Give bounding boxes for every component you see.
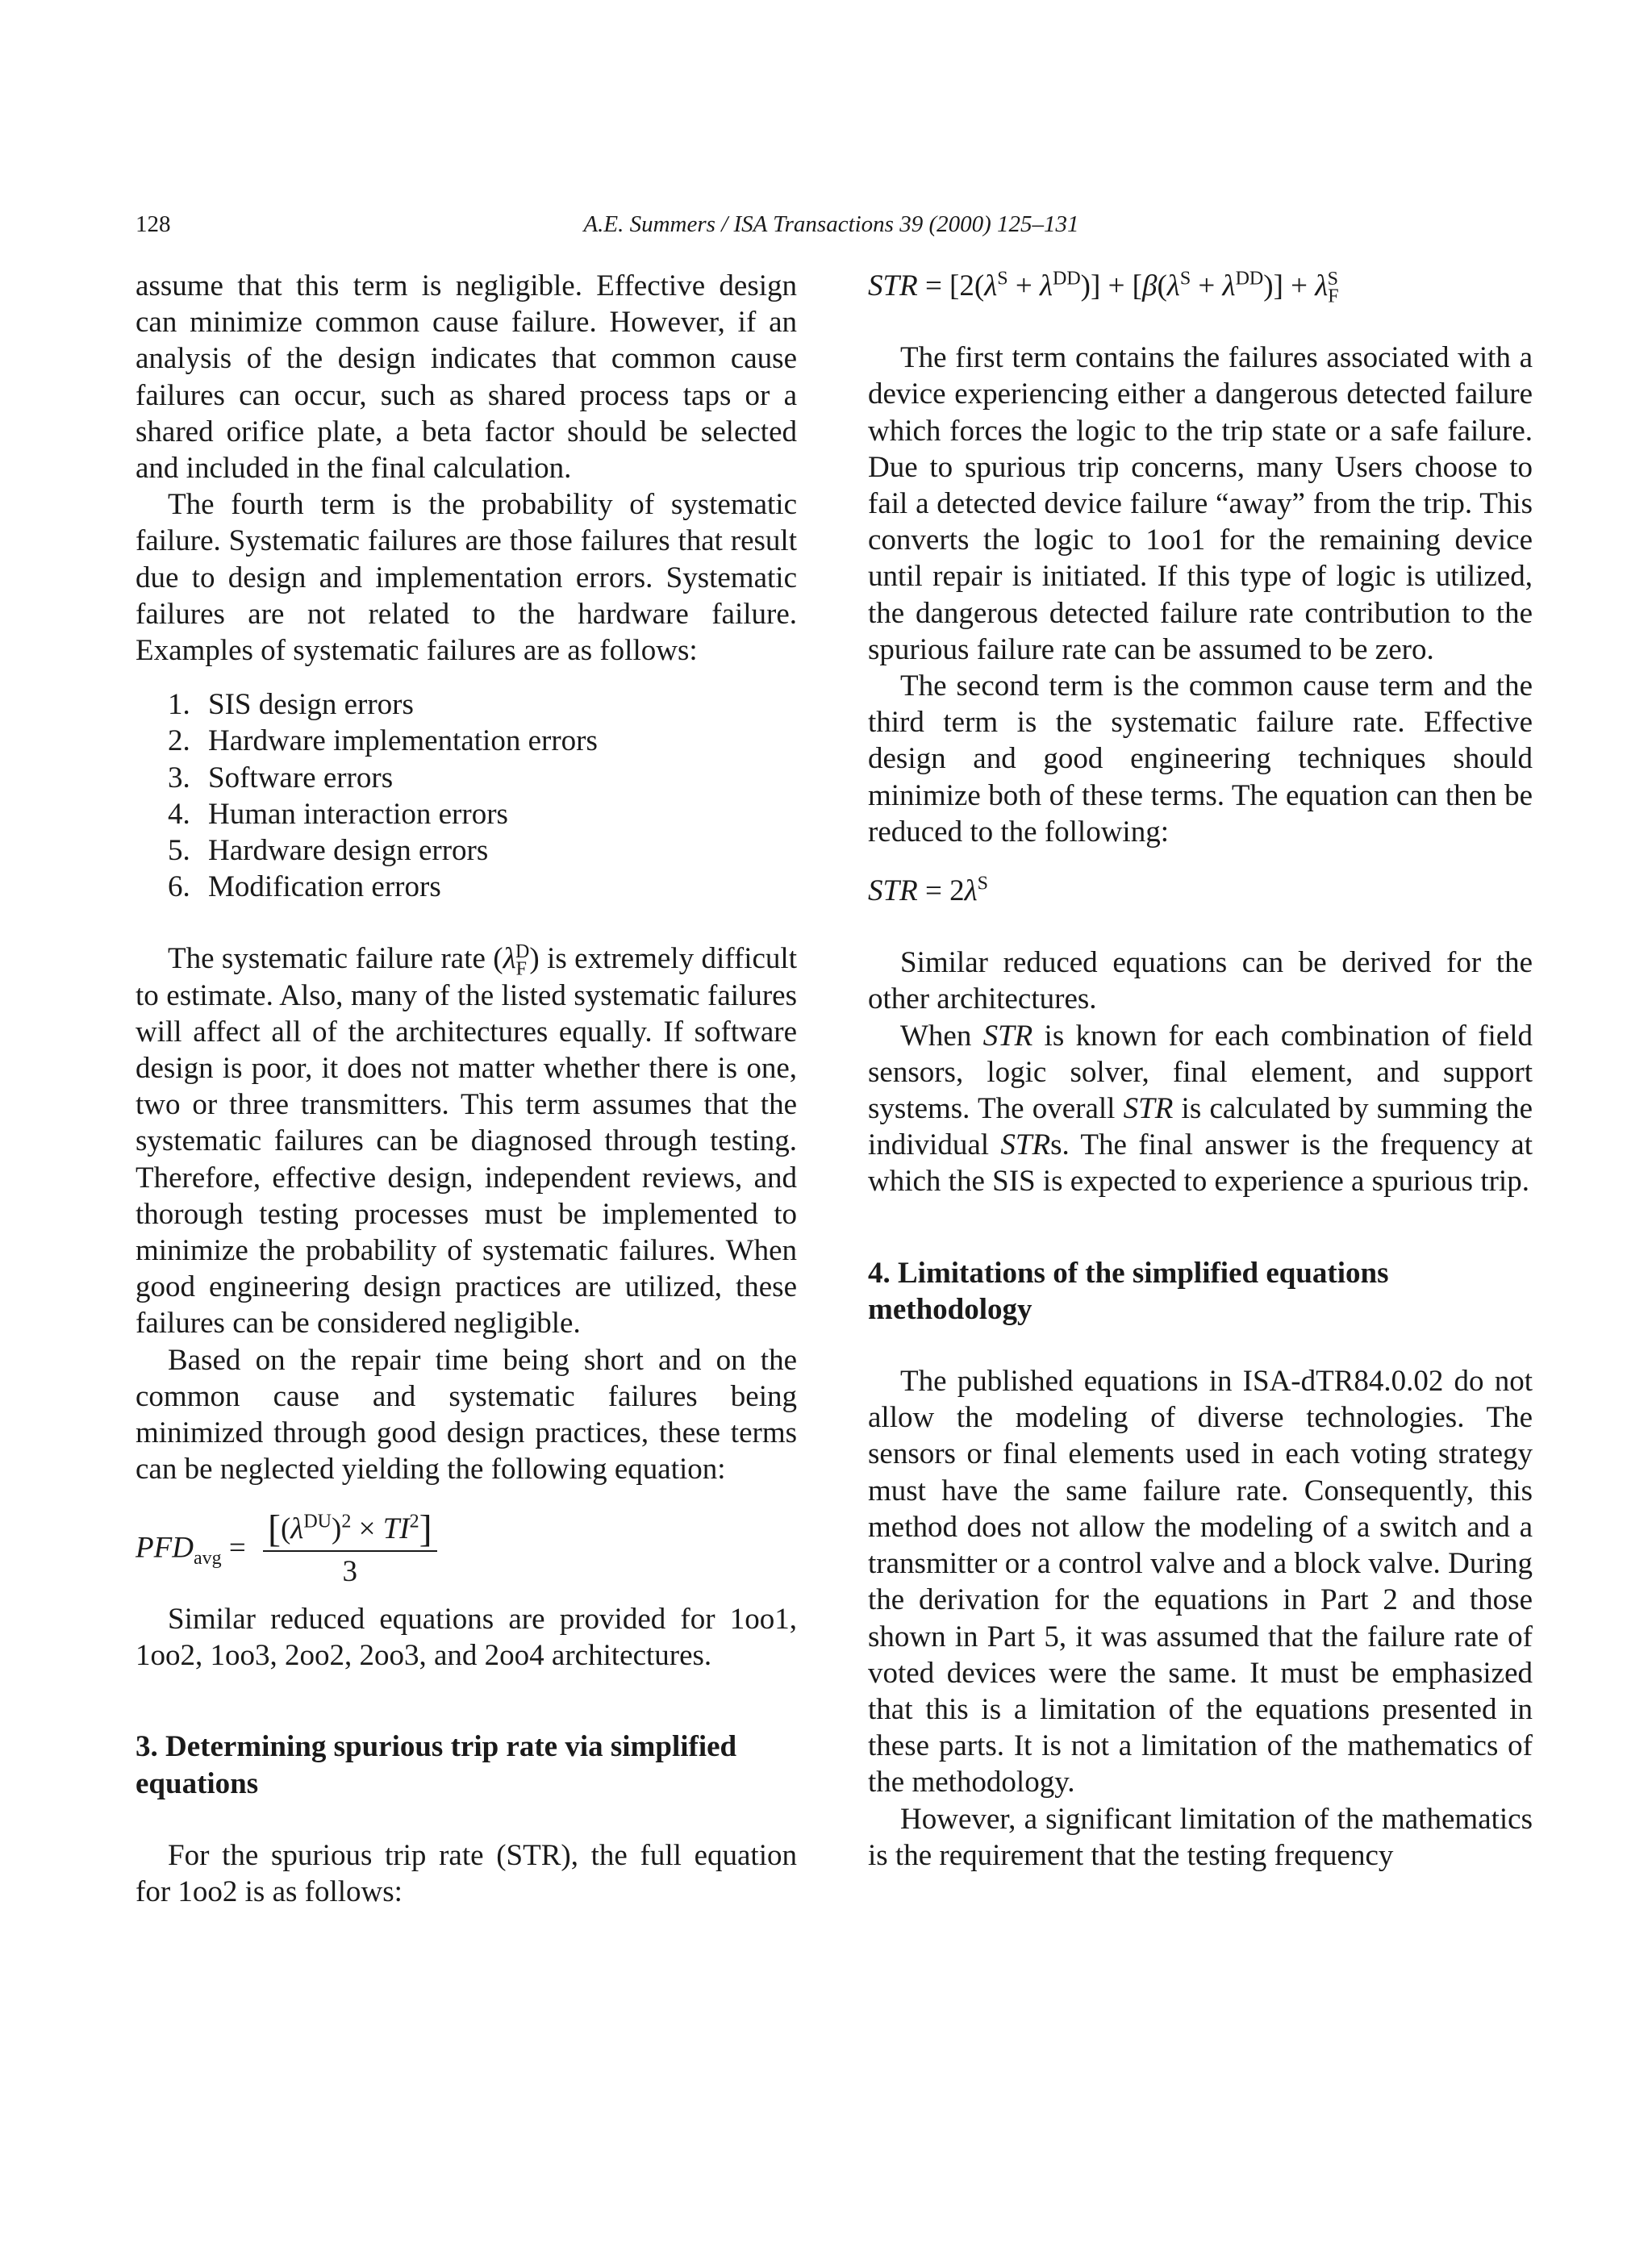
paragraph-first-term: The first term contains the failures associated with a device experiencing either a dangerous detected failure which forces the logic to the trip state or a safe failure. Due to spurious trip concerns, many Users choose to fail a detected device failure “away” from the trip. This converts the logic to 1oo1 for the remaining device until repair is initiated. If this type of logic is utilized, the dangerous detected failure rate contribution to the spurious failure rate can be assumed to be zero. (868, 341, 1533, 666)
list-item: 2. Hardware implementation errors (168, 724, 598, 758)
journal-reference: A.E. Summers / ISA Transactions 39 (2000) 125–131 (583, 211, 1079, 237)
paragraph-similar-derived: Similar reduced equations can be derived for the other architectures. (868, 946, 1533, 1016)
list-item: 6. Modification errors (168, 870, 441, 904)
right-column (868, 268, 1533, 1874)
equation-str-full: STR = $[2(\lambda^S + \lambda^{DD})] + [\beta(\lambda^S + \lambda^{DD})] + \lambda_F^S$ (868, 268, 1339, 307)
left-column (136, 268, 797, 1910)
section-heading-3: 3. Determining spurious trip rate via simplified equations (136, 1730, 737, 1800)
list-item: 1. SIS design errors (168, 688, 414, 722)
page-number: 128 (136, 211, 171, 237)
list-item: 4. Human interaction errors (168, 797, 508, 831)
paragraph-str-intro: For the spurious trip rate (STR), the full equation for 1oo2 is as follows: (136, 1838, 797, 1908)
list-item: 3. Software errors (168, 761, 394, 794)
running-header (136, 211, 1527, 252)
paragraph-str-known: When STR is known for each combination of field sensors, logic solver, final element, and support systems. The overall STR is calculated by summing the individual STRs. The final answer is the frequency at which the SIS is expected to experience a spurious trip. (868, 1019, 1533, 1199)
list-item: 5. Hardware design errors (168, 834, 489, 868)
paragraph-common-cause: assume that this term is negligible. Effective design can minimize common cause failure. However, if an analysis of the design indicates that common cause failures can occur, such as shared process taps or a shared orifice plate, a beta factor should be selected and included in the final calculation. (136, 269, 797, 486)
equation-pfd-avg: $PFD_{avg}$ = $\frac{[(\lambda^{DU})^2 \times TI^2]}{3}$ (136, 1511, 797, 1590)
systematic-failure-list (136, 686, 797, 905)
paragraph-fourth-term: The fourth term is the probability of systematic failure. Systematic failures are those failures that result due to design and implementation errors. Systematic failures are not related to the hardware failure. Examples of systematic failures are as follows: (136, 488, 797, 668)
section-heading-4: 4. Limitations of the simplified equations methodology (868, 1256, 1389, 1326)
paragraph-reduced-equations: Similar reduced equations are provided for 1oo1, 1oo2, 1oo3, 2oo2, 2oo3, and 2oo4 architectures. (136, 1602, 797, 1673)
equation-str-reduced: STR = $2\lambda^S$ (868, 873, 988, 908)
paragraph-second-term: The second term is the common cause term and the third term is the systematic failure rate. Effective design and good engineering techniques should minimize both of these terms. The equation can then be reduced to the following: (868, 669, 1533, 849)
paragraph-systematic-rate: The systematic failure rate $(\lambda_F^D)$ is extremely difficult to estimate. Also, many of the listed systematic failures will affect all of the architectures equally. If software design is poor, it does not matter whether there is one, two or three transmitters. This term assumes that the systematic failures can be diagnosed through testing. Therefore, effective design, independent reviews, and thorough testing processes must be implemented to minimize the probability of systematic failures. When good engineering design practices are utilized, these failures can be considered negligible. (136, 941, 797, 1341)
paragraph-repair-time: Based on the repair time being short and on the common cause and systematic failures being minimized through good design practices, these terms can be neglected yielding the following equation: (136, 1343, 797, 1487)
paragraph-significant-limitation: However, a significant limitation of the mathematics is the requirement that the testing frequency (868, 1802, 1533, 1872)
paragraph-published-equations: The published equations in ISA-dTR84.0.02 do not allow the modeling of diverse technologies. The sensors or final elements used in each voting strategy must have the same failure rate. Consequently, this method does not allow the modeling of a switch and a transmitter or a control valve and a block valve. During the derivation for the equations in Part 2 and those shown in Part 5, it was assumed that the failure rate of voted devices were the same. It must be emphasized that this is a limitation of the equations presented in these parts. It is not a limitation of the mathematics of the methodology. (868, 1365, 1533, 1799)
equation-fraction: $\frac{[(\lambda^{DU})^2 \times TI^2]}{3}$ (263, 1511, 437, 1590)
